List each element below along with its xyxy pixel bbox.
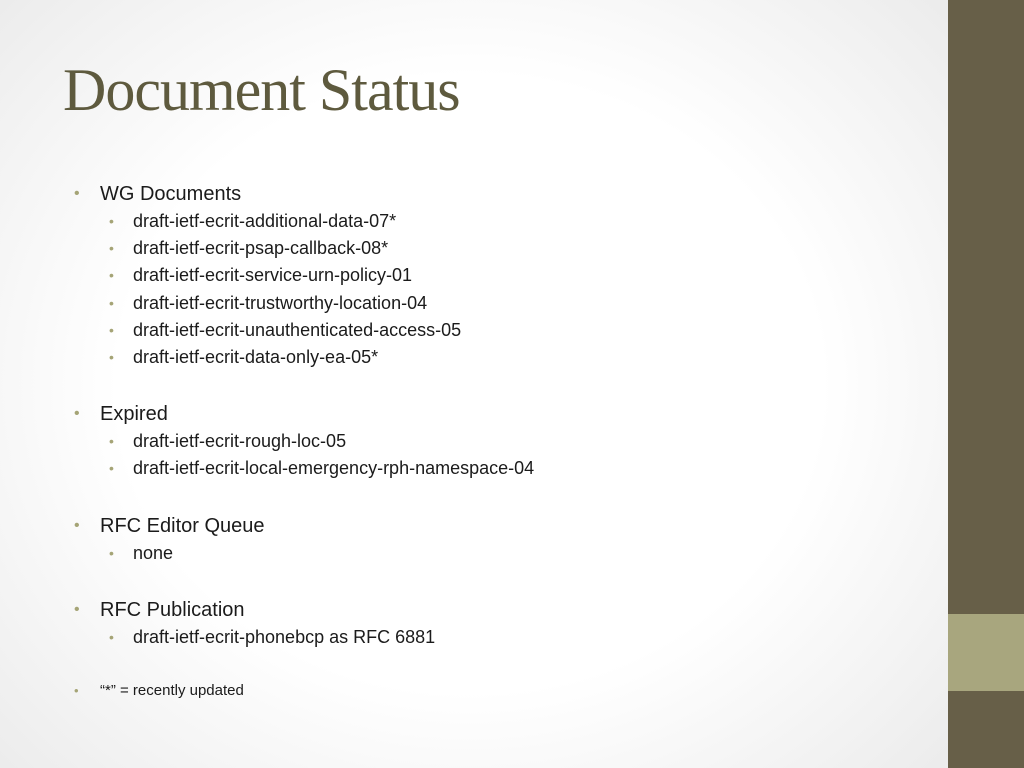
section-heading-expired: • Expired (74, 403, 168, 425)
bullet-icon: • (74, 601, 80, 618)
section-heading-wg-documents: • WG Documents (74, 183, 242, 205)
list-item: • draft-ietf-ecrit-unauthenticated-access-05 (109, 320, 462, 340)
list-item: • draft-ietf-ecrit-trustworthy-location-04 (109, 293, 428, 313)
bullet-icon: • (74, 405, 80, 422)
bullet-icon: • (109, 322, 114, 338)
list-item: • none (109, 543, 174, 563)
bullet-icon: • (109, 349, 114, 365)
bullet-icon: • (109, 433, 114, 449)
bullet-icon: • (74, 185, 80, 202)
section-heading-rfc-publication: • RFC Publication (74, 599, 245, 621)
bullet-icon: • (109, 240, 114, 256)
list-item: • draft-ietf-ecrit-data-only-ea-05* (109, 347, 379, 367)
list-item: • draft-ietf-ecrit-local-emergency-rph-namespace-04 (109, 458, 535, 478)
section-heading-rfc-editor-queue: • RFC Editor Queue (74, 515, 265, 537)
page-title: Document Status (63, 57, 460, 123)
list-item: • draft-ietf-ecrit-psap-callback-08* (109, 238, 389, 258)
list-item: • draft-ietf-ecrit-service-urn-policy-01 (109, 265, 413, 285)
bullet-icon: • (74, 517, 80, 534)
bullet-icon: • (109, 545, 114, 561)
bullet-icon: • (109, 267, 114, 283)
bullet-icon: • (74, 683, 79, 698)
bullet-icon: • (109, 460, 114, 476)
list-item: • draft-ietf-ecrit-phonebcp as RFC 6881 (109, 627, 436, 647)
footnote: • “*” = recently updated (74, 682, 244, 699)
bullet-icon: • (109, 213, 114, 229)
list-item: • draft-ietf-ecrit-rough-loc-05 (109, 431, 347, 451)
list-item: • draft-ietf-ecrit-additional-data-07* (109, 211, 397, 231)
sidebar-accent-block (948, 614, 1024, 691)
bullet-icon: • (109, 295, 114, 311)
bullet-icon: • (109, 629, 114, 645)
